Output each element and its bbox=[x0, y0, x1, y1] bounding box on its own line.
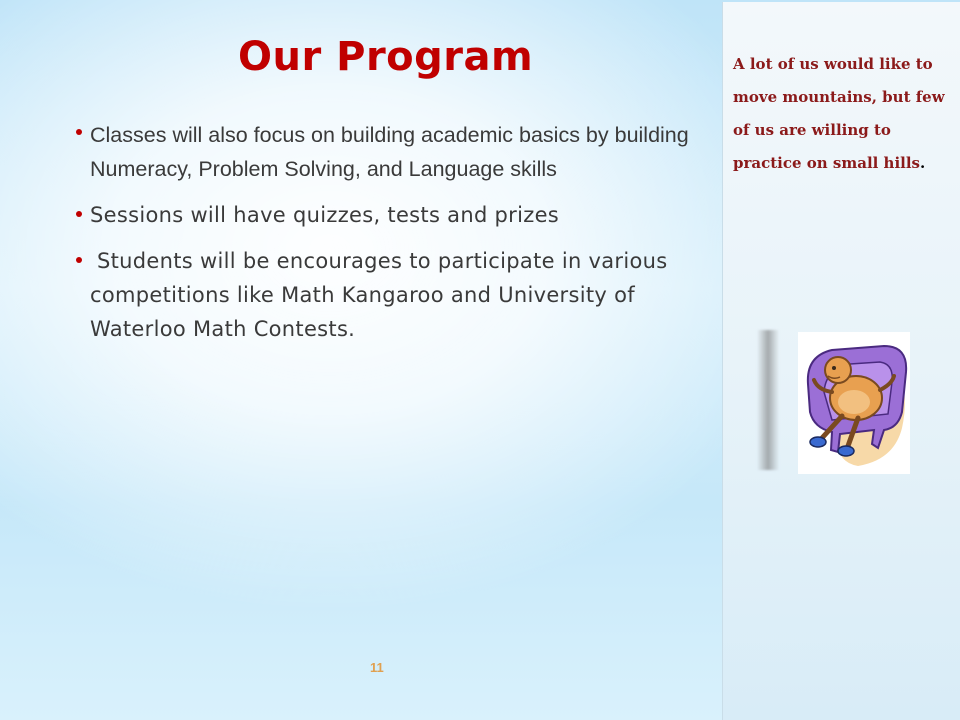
bullet-list bbox=[74, 118, 714, 358]
bullet-item bbox=[74, 244, 714, 346]
bullet-dot-icon bbox=[76, 129, 82, 135]
slide-title: Our Program bbox=[238, 34, 534, 80]
bullet-dot-icon bbox=[76, 257, 82, 263]
bullet-item bbox=[74, 118, 714, 186]
bullet-text: Students will be encourages to participate in various competitions like Math Kangaroo and University of Waterloo Math Contests. bbox=[90, 249, 675, 341]
clipart-image bbox=[798, 332, 910, 474]
quote-text bbox=[733, 48, 953, 180]
bullet-item bbox=[74, 198, 714, 232]
quote-end: . bbox=[920, 154, 926, 172]
side-panel bbox=[722, 2, 960, 720]
bullet-dot-icon bbox=[76, 211, 82, 217]
sitting-figure-icon bbox=[798, 332, 910, 474]
quote-body: A lot of us would like to move mountains, but few of us are willing to practice on small hills bbox=[733, 55, 945, 172]
bullet-text: Classes will also focus on building academic basics by building Numeracy, Problem Solving, and Language skills bbox=[90, 123, 689, 181]
page-number: 11 bbox=[370, 660, 384, 675]
decorative-shadow bbox=[757, 330, 779, 470]
bullet-text: Sessions will have quizzes, tests and prizes bbox=[90, 203, 560, 227]
